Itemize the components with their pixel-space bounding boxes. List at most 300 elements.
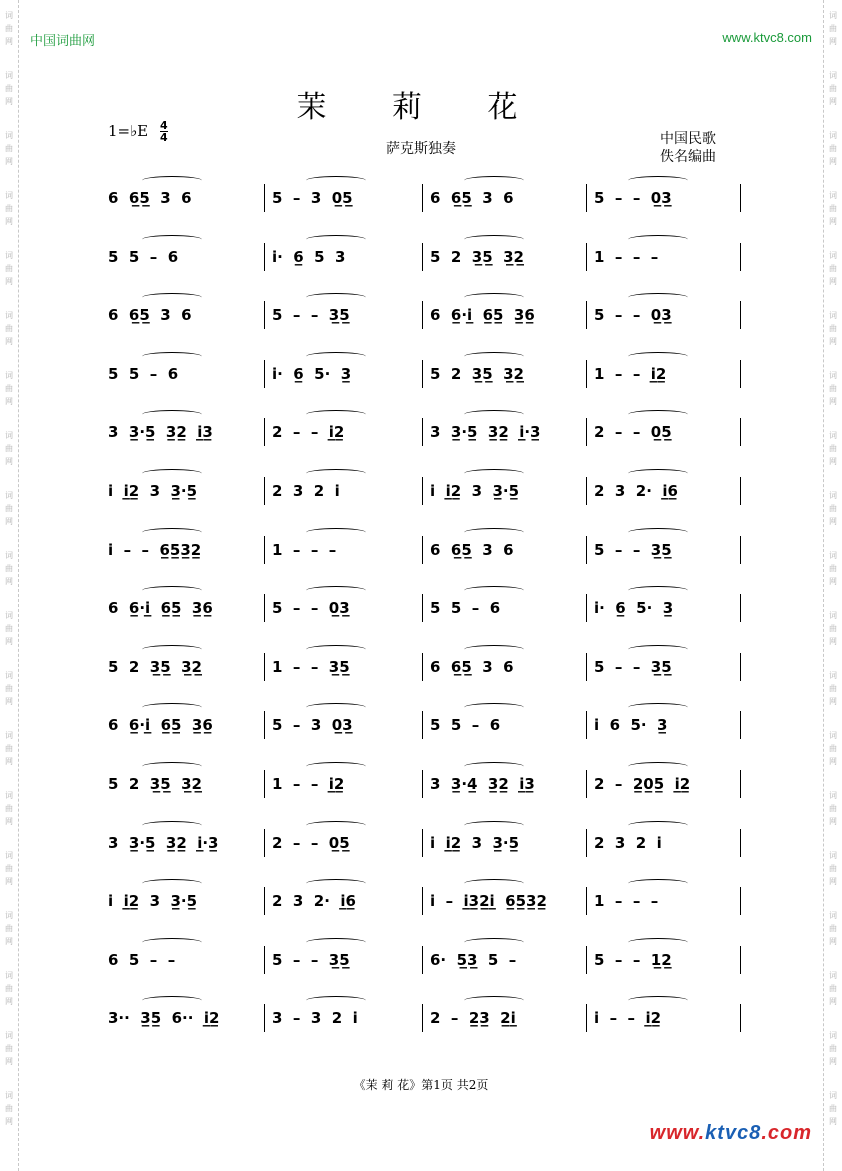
slur-mark [306, 293, 366, 302]
margin-watermark-char: 词 [5, 551, 13, 560]
score-measure: 1 – – i̲2̲ [594, 364, 667, 383]
barline [422, 887, 423, 915]
slur-mark [628, 293, 688, 302]
score-line [100, 295, 742, 335]
slur-mark [464, 879, 524, 888]
margin-watermark-char: 曲 [829, 804, 837, 813]
logo-part-www: www. [649, 1122, 706, 1144]
slur-mark [464, 235, 524, 244]
slur-mark [628, 586, 688, 595]
barline [586, 594, 587, 622]
margin-watermark-char: 词 [829, 431, 837, 440]
score-measure: 5 2 3̲5̲ 3̲2̲ [430, 364, 524, 383]
score-measure: 2 3 2· i̲6̲ [594, 482, 678, 500]
score-measure: i· 6̲ 5· 3̲ [272, 364, 352, 383]
margin-watermark-char: 词 [5, 1091, 13, 1100]
score-measure: i – – i̲2̲ [594, 1009, 662, 1028]
margin-watermark-char: 词 [829, 1091, 837, 1100]
time-denominator: 4 [160, 131, 168, 144]
score-measure: 2 – – i̲2̲ [272, 423, 345, 442]
slur-mark [306, 469, 366, 478]
margin-watermark-char: 曲 [5, 684, 13, 693]
barline [264, 360, 265, 388]
barline [586, 653, 587, 681]
slur-mark [142, 762, 202, 771]
margin-watermark-char: 词 [5, 191, 13, 200]
score-measure: 6 6̲5̲ 3 6 [108, 189, 192, 207]
margin-watermark-char: 曲 [5, 324, 13, 333]
barline [586, 770, 587, 798]
score-measure: i i̲2̲ 3 3̲·5̲ [108, 892, 198, 911]
margin-watermark-char: 网 [5, 37, 13, 46]
slur-mark [628, 410, 688, 419]
score-measure: 2 – – 0̲5̲ [594, 423, 672, 442]
slur-mark [306, 586, 366, 595]
margin-watermark-char: 网 [829, 277, 837, 286]
margin-watermark-char: 网 [5, 277, 13, 286]
margin-watermark-char: 曲 [5, 804, 13, 813]
score-line [100, 940, 742, 980]
margin-watermark-char: 网 [829, 877, 837, 886]
margin-watermark-char: 曲 [829, 744, 837, 753]
score-measure: 6 6̲5̲ 3 6 [430, 657, 514, 676]
score-measure: i· 6̲ 5· 3̲ [594, 599, 674, 618]
score-line [100, 237, 742, 277]
barline [740, 418, 741, 446]
margin-watermark-char: 词 [829, 491, 837, 500]
barline [586, 711, 587, 739]
slur-mark [306, 235, 366, 244]
margin-watermark-char: 网 [829, 697, 837, 706]
score-measure: 5 5 – 6 [108, 364, 179, 383]
margin-watermark-char: 曲 [5, 84, 13, 93]
page-footer: 《茉 莉 花》第1页 共2页 [353, 1078, 489, 1092]
margin-watermark-char: 网 [829, 1057, 837, 1066]
margin-watermark-char: 词 [829, 71, 837, 80]
barline [586, 946, 587, 974]
score-measure: 6 5 – – [108, 950, 176, 969]
slur-mark [142, 645, 202, 654]
margin-watermark-char: 曲 [829, 24, 837, 33]
margin-watermark-char: 曲 [829, 864, 837, 873]
barline [586, 1004, 587, 1032]
score-measure: i· 6̲ 5 3 [272, 247, 346, 266]
barline [740, 1004, 741, 1032]
margin-watermark-char: 网 [5, 337, 13, 346]
slur-mark [628, 938, 688, 947]
barline [740, 301, 741, 329]
barline [740, 243, 741, 271]
margin-watermark-char: 词 [5, 431, 13, 440]
barline [264, 477, 265, 505]
margin-watermark-char: 词 [5, 791, 13, 800]
slur-mark [142, 879, 202, 888]
slur-mark [464, 469, 524, 478]
slur-mark [142, 469, 202, 478]
score-measure: 5 – – 3̲5̲ [594, 540, 672, 559]
margin-watermark-char: 曲 [829, 504, 837, 513]
margin-watermark-char: 网 [829, 997, 837, 1006]
barline [422, 770, 423, 798]
score-measure: 5 – – 0̲3̲ [594, 189, 672, 207]
score-measure: i – i̲3̲2̲i̲ 6̲5̲3̲2̲ [430, 892, 547, 911]
barline [740, 770, 741, 798]
slur-mark [628, 703, 688, 712]
margin-watermark-char: 网 [5, 457, 13, 466]
slur-mark [306, 645, 366, 654]
margin-watermark-char: 词 [5, 611, 13, 620]
margin-watermark-char: 曲 [829, 1044, 837, 1053]
score-measure: i – – 6̲5̲3̲2̲ [108, 540, 202, 559]
margin-watermark-char: 曲 [5, 204, 13, 213]
margin-watermark-char: 曲 [829, 384, 837, 393]
margin-watermark-char: 曲 [5, 444, 13, 453]
margin-watermark-char: 网 [5, 1117, 13, 1126]
score-measure: 2 3 2· i̲6̲ [272, 892, 356, 911]
margin-watermark-char: 曲 [829, 564, 837, 573]
slur-mark [142, 938, 202, 947]
margin-watermark-char: 曲 [5, 624, 13, 633]
score-measure: 5 5 – 6 [430, 716, 501, 735]
slur-mark [306, 176, 366, 185]
slur-mark [306, 821, 366, 830]
score-measure: 1 – – – [594, 247, 659, 266]
slur-mark [628, 176, 688, 185]
margin-watermark-char: 词 [829, 371, 837, 380]
margin-watermark-char: 词 [5, 851, 13, 860]
slur-mark [628, 352, 688, 361]
barline [586, 301, 587, 329]
site-url[interactable]: www.ktvc8.com [722, 30, 812, 45]
margin-watermark-char: 网 [5, 1057, 13, 1066]
score-measure: 5 5 – 6 [430, 599, 501, 618]
margin-watermark-char: 网 [5, 517, 13, 526]
score-measure: 1 – – – [594, 892, 659, 911]
barline [740, 829, 741, 857]
margin-watermark-char: 词 [829, 731, 837, 740]
barline [422, 418, 423, 446]
slur-mark [142, 586, 202, 595]
score-measure: 3 3̲·4̲ 3̲2̲ i̲3̲ [430, 775, 535, 793]
slur-mark [464, 528, 524, 537]
margin-watermark-char: 曲 [5, 24, 13, 33]
margin-watermark-char: 网 [829, 37, 837, 46]
score-measure: 2 – 2̲0̲5̲ i̲2̲ [594, 775, 691, 793]
score-measure: 3 – 3 2 i [272, 1009, 358, 1028]
margin-watermark-char: 曲 [829, 624, 837, 633]
score-measure: 5 – – 3̲5̲ [594, 657, 672, 676]
margin-watermark-char: 网 [5, 637, 13, 646]
score-line [100, 471, 742, 511]
barline [422, 536, 423, 564]
score-line [100, 647, 742, 687]
slur-mark [628, 762, 688, 771]
slur-mark [628, 528, 688, 537]
barline [422, 653, 423, 681]
barline [264, 594, 265, 622]
margin-watermark-char: 词 [829, 251, 837, 260]
score-measure: 1 – – i̲2̲ [272, 775, 345, 793]
margin-watermark-char: 词 [829, 551, 837, 560]
slur-mark [464, 176, 524, 185]
margin-watermark-char: 曲 [5, 144, 13, 153]
barline [740, 184, 741, 212]
barline [422, 711, 423, 739]
barline [264, 711, 265, 739]
barline [422, 301, 423, 329]
score-line [100, 998, 742, 1038]
slur-mark [306, 879, 366, 888]
barline [264, 829, 265, 857]
logo-part-com: .com [761, 1122, 812, 1144]
margin-watermark-char: 曲 [5, 744, 13, 753]
margin-watermark-char: 词 [829, 911, 837, 920]
margin-watermark-char: 网 [5, 817, 13, 826]
barline [264, 946, 265, 974]
barline [740, 711, 741, 739]
logo-part-ktvc8: ktvc8 [705, 1122, 762, 1144]
song-origin: 中国民歌 [660, 131, 716, 147]
margin-watermark-char: 词 [829, 611, 837, 620]
margin-watermark-char: 词 [5, 971, 13, 980]
barline [264, 536, 265, 564]
barline [740, 477, 741, 505]
barline [264, 184, 265, 212]
slur-mark [464, 293, 524, 302]
barline [740, 536, 741, 564]
score-measure: 6 6̲·i̲ 6̲5̲ 3̲6̲ [430, 306, 535, 325]
barline [422, 360, 423, 388]
score-measure: 5 2 3̲5̲ 3̲2̲ [108, 775, 202, 793]
score-line [100, 705, 742, 745]
score-measure: 2 3 2 i [594, 833, 662, 852]
score-measure: 1 – – 3̲5̲ [272, 657, 350, 676]
slur-mark [306, 703, 366, 712]
margin-watermark-char: 词 [5, 1031, 13, 1040]
slur-mark [628, 996, 688, 1005]
slur-mark [306, 528, 366, 537]
slur-mark [142, 996, 202, 1005]
barline [586, 536, 587, 564]
score-measure: 5 – – 3̲5̲ [272, 306, 350, 325]
slur-mark [464, 352, 524, 361]
score-measure: 5 2 3̲5̲ 3̲2̲ [108, 657, 202, 676]
score-line [100, 354, 742, 394]
margin-watermark-char: 网 [829, 817, 837, 826]
score-measure: 2 3 2 i [272, 482, 340, 500]
margin-watermark-char: 网 [829, 97, 837, 106]
site-logo[interactable] [650, 1122, 812, 1145]
score-measure: 3·· 3̲5̲ 6·· i̲2̲ [108, 1009, 220, 1028]
margin-watermark-char: 词 [5, 251, 13, 260]
margin-watermark-char: 词 [829, 191, 837, 200]
score-measure: 6 6̲5̲ 3 6 [430, 189, 514, 207]
margin-watermark-char: 曲 [829, 1104, 837, 1113]
margin-watermark-char: 网 [5, 997, 13, 1006]
barline [422, 829, 423, 857]
margin-watermark-char: 曲 [829, 144, 837, 153]
slur-mark [464, 410, 524, 419]
margin-watermark-char: 词 [5, 911, 13, 920]
margin-watermark-char: 曲 [829, 684, 837, 693]
slur-mark [628, 645, 688, 654]
margin-watermark-char: 曲 [5, 984, 13, 993]
margin-watermark-char: 曲 [5, 924, 13, 933]
margin-watermark-char: 词 [5, 371, 13, 380]
margin-watermark-char: 网 [829, 517, 837, 526]
score-measure: 5 5 – 6 [108, 247, 179, 266]
slur-mark [628, 821, 688, 830]
margin-watermark-char: 网 [5, 157, 13, 166]
margin-watermark-char: 词 [5, 311, 13, 320]
margin-watermark-char: 词 [5, 11, 13, 20]
margin-watermark-char: 曲 [829, 264, 837, 273]
margin-watermark-char: 曲 [829, 444, 837, 453]
margin-watermark-char: 网 [5, 397, 13, 406]
margin-watermark-char: 网 [5, 697, 13, 706]
slur-mark [142, 293, 202, 302]
margin-watermark-char: 网 [829, 397, 837, 406]
margin-watermark-char: 网 [829, 577, 837, 586]
score-line [100, 178, 742, 218]
score-measure: 3 3̲·5̲ 3̲2̲ i̲3̲ [108, 423, 213, 442]
barline [264, 770, 265, 798]
slur-mark [464, 996, 524, 1005]
margin-watermark-char: 曲 [5, 384, 13, 393]
margin-watermark-char: 词 [5, 731, 13, 740]
slur-mark [142, 352, 202, 361]
margin-watermark-char: 曲 [5, 564, 13, 573]
margin-watermark-char: 曲 [829, 984, 837, 993]
barline [740, 887, 741, 915]
score-measure: 6 6̲5̲ 3 6 [108, 306, 192, 325]
score-line [100, 764, 742, 804]
score-measure: 5 – – 0̲3̲ [594, 306, 672, 325]
barline [586, 243, 587, 271]
barline [264, 887, 265, 915]
margin-watermark-char: 词 [5, 71, 13, 80]
barline [740, 653, 741, 681]
barline [422, 184, 423, 212]
margin-watermark-char: 网 [829, 937, 837, 946]
barline [586, 887, 587, 915]
barline [264, 1004, 265, 1032]
barline [422, 946, 423, 974]
song-title: 茉 莉 花 [296, 90, 546, 125]
key-signature: 1=♭E [108, 122, 149, 140]
score-line [100, 823, 742, 863]
slur-mark [306, 938, 366, 947]
margin-watermark-char: 曲 [5, 264, 13, 273]
slur-mark [306, 762, 366, 771]
slur-mark [464, 762, 524, 771]
score-measure: 3 3̲·5̲ 3̲2̲ i̲·3̲ [430, 423, 541, 442]
score-line [100, 881, 742, 921]
margin-watermark-char: 曲 [5, 1044, 13, 1053]
slur-mark [628, 469, 688, 478]
margin-watermark-char: 网 [829, 457, 837, 466]
slur-mark [142, 176, 202, 185]
score-measure: 5 2 3̲5̲ 3̲2̲ [430, 247, 524, 266]
margin-watermark-char: 词 [829, 791, 837, 800]
score-measure: 6 6̲5̲ 3 6 [430, 540, 514, 559]
margin-watermark-char: 词 [5, 131, 13, 140]
score-measure: 2 – – 0̲5̲ [272, 833, 350, 852]
margin-watermark-char: 词 [829, 11, 837, 20]
margin-watermark-char: 网 [5, 937, 13, 946]
slur-mark [306, 352, 366, 361]
margin-watermark-char: 网 [829, 157, 837, 166]
slur-mark [628, 235, 688, 244]
score-measure: 1 – – – [272, 540, 337, 559]
barline [586, 477, 587, 505]
barline [740, 946, 741, 974]
score-measure: 5 – 3 0̲5̲ [272, 189, 353, 207]
score-measure: 5 – – 0̲3̲ [272, 599, 350, 618]
score-measure: i i̲2̲ 3 3̲·5̲ [430, 482, 520, 500]
barline [422, 1004, 423, 1032]
score-measure: 5 – – 1̲2̲ [594, 950, 672, 969]
margin-watermark-char: 词 [829, 131, 837, 140]
barline [264, 653, 265, 681]
score-measure: 6· 5̲3̲ 5 – [430, 950, 517, 969]
margin-watermark-char: 词 [829, 971, 837, 980]
margin-watermark-char: 曲 [829, 204, 837, 213]
slur-mark [142, 703, 202, 712]
margin-watermark-char: 网 [829, 337, 837, 346]
slur-mark [306, 996, 366, 1005]
barline [586, 418, 587, 446]
margin-watermark-char: 曲 [829, 924, 837, 933]
time-numerator: 4 [160, 119, 168, 132]
score-measure: 6 6̲·i̲ 6̲5̲ 3̲6̲ [108, 599, 213, 618]
barline [740, 594, 741, 622]
margin-watermark-char: 网 [829, 1117, 837, 1126]
slur-mark [464, 645, 524, 654]
score-line [100, 530, 742, 570]
barline [264, 418, 265, 446]
margin-watermark-char: 曲 [829, 324, 837, 333]
margin-watermark-char: 网 [5, 877, 13, 886]
margin-watermark-char: 词 [5, 491, 13, 500]
score-measure: i i̲2̲ 3 3̲·5̲ [108, 482, 198, 500]
barline [422, 594, 423, 622]
margin-watermark-char: 曲 [829, 84, 837, 93]
score-measure: 6 6̲·i̲ 6̲5̲ 3̲6̲ [108, 716, 213, 735]
margin-watermark-char: 网 [829, 637, 837, 646]
score-measure: i i̲2̲ 3 3̲·5̲ [430, 833, 520, 852]
score-measure: 5 – 3 0̲3̲ [272, 716, 353, 735]
song-subtitle: 萨克斯独奏 [386, 141, 456, 157]
slur-mark [306, 410, 366, 419]
margin-watermark-char: 曲 [5, 1104, 13, 1113]
margin-watermark-char: 网 [5, 757, 13, 766]
barline [422, 243, 423, 271]
site-name[interactable]: 中国词曲网 [30, 34, 96, 49]
score-measure: 2 – 2̲3̲ 2̲i̲ [430, 1009, 516, 1028]
margin-watermark-char: 网 [829, 217, 837, 226]
score-line [100, 412, 742, 452]
score-line [100, 588, 742, 628]
score-measure: 3 3̲·5̲ 3̲2̲ i̲·3̲ [108, 833, 219, 852]
barline [422, 477, 423, 505]
margin-watermark-char: 词 [829, 671, 837, 680]
slur-mark [142, 528, 202, 537]
margin-watermark-char: 词 [829, 1031, 837, 1040]
score-measure: i 6 5· 3̲ [594, 716, 668, 735]
barline [264, 243, 265, 271]
margin-watermark-char: 词 [829, 851, 837, 860]
